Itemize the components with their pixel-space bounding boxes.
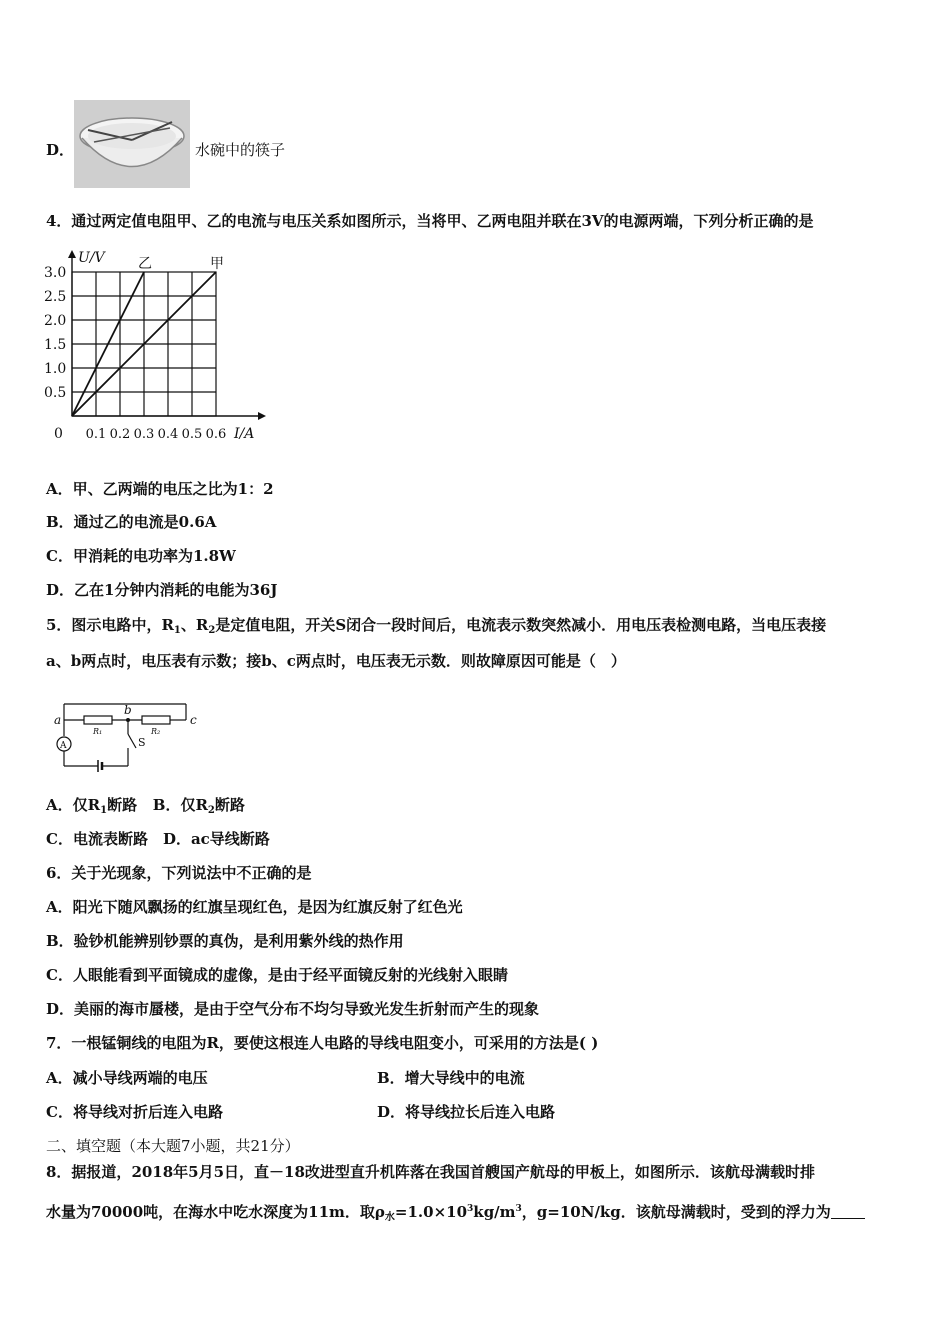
q8-stem-text: ，g=10N/kg．该航母满载时，受到的浮力为 <box>521 1203 831 1221</box>
q5-circuit-diagram <box>50 698 210 776</box>
line-yi-label: 乙 <box>138 256 152 272</box>
q5-option-a-post: 断路 <box>107 796 138 814</box>
y-axis-label: U/V <box>78 250 105 266</box>
y-tick: 2.5 <box>44 289 67 305</box>
subscript: 1 <box>100 805 108 816</box>
q5-stem-line1 <box>46 615 826 641</box>
subscript: 2 <box>207 805 215 816</box>
point-a-label: a <box>54 713 62 727</box>
ammeter-label: A <box>60 741 67 751</box>
q6-stem: 6．关于光现象，下列说法中不正确的是 <box>46 864 312 882</box>
q8-stem-text: =1.0×10 <box>394 1203 468 1221</box>
point-c-label: c <box>190 713 197 727</box>
bowl-chopsticks-photo <box>74 100 190 188</box>
y-tick: 3.0 <box>44 265 67 281</box>
q6-option-a: A．阳光下随风飘扬的红旗呈现红色，是因为红旗反射了红色光 <box>46 898 463 916</box>
x-tick: 0.6 <box>205 427 227 442</box>
q5-stem-line2: a、b两点时，电压表有示数；接b、c两点时，电压表无示数．则故障原因可能是（ ） <box>46 652 626 670</box>
q4-option-c: C．甲消耗的电功率为1.8W <box>46 547 236 565</box>
y-tick: 1.5 <box>44 337 67 353</box>
x-tick: 0.4 <box>157 427 179 442</box>
r2-resistor <box>142 716 170 724</box>
switch-label: S <box>138 736 146 749</box>
q7-option-d: D．将导线拉长后连入电路 <box>377 1103 556 1121</box>
x-tick: 0.2 <box>109 427 131 442</box>
subscript: 2 <box>208 625 216 636</box>
x-tick: 0.3 <box>133 427 155 442</box>
r1-resistor <box>84 716 112 724</box>
q5-stem-text: 、R <box>180 616 209 634</box>
origin-label: 0 <box>54 426 63 442</box>
q5-stem-text: 5．图示电路中，R <box>46 616 174 634</box>
q8-stem-line2 <box>46 1199 865 1228</box>
q5-option-a: A．仅R <box>46 796 101 814</box>
x-axis-arrow <box>258 412 266 420</box>
r1-label: R₁ <box>93 727 103 736</box>
x-tick: 0.1 <box>85 427 107 442</box>
point-b-label: b <box>124 703 132 717</box>
superscript: 3 <box>467 1204 474 1214</box>
q5-option-b-post: 断路 <box>214 796 245 814</box>
answer-blank[interactable] <box>831 1204 865 1219</box>
y-tick: 2.0 <box>44 313 67 329</box>
q4-option-a: A．甲、乙两端的电压之比为1：2 <box>46 480 274 498</box>
line-jia-label: 甲 <box>210 256 224 272</box>
q8-stem-line1: 8．据报道，2018年5月5日，直－18改进型直升机阵落在我国首艘国产航母的甲板上，如图所示．该航母满载时排 <box>46 1163 815 1181</box>
y-tick: 1.0 <box>44 361 67 377</box>
subscript: 1 <box>173 625 181 636</box>
q3-option-d-text: 水碗中的筷子 <box>195 141 286 159</box>
q6-option-d: D．美丽的海市蜃楼，是由于空气分布不均匀导致光发生折射而产生的现象 <box>46 1000 540 1018</box>
q7-option-a: A．减小导线两端的电压 <box>46 1069 208 1087</box>
x-axis-label: I/A <box>234 426 255 442</box>
q7-option-c: C．将导线对折后连入电路 <box>46 1103 223 1121</box>
q3-option-d-label: D． <box>46 141 75 159</box>
q4-option-d: D．乙在1分钟内消耗的电能为36J <box>46 581 278 599</box>
y-axis-arrow <box>68 250 76 258</box>
q7-option-b: B．增大导线中的电流 <box>377 1069 525 1087</box>
r2-label: R₂ <box>151 727 161 736</box>
q5-stem-text: 是定值电阻，开关S闭合一段时间后，电流表示数突然减小．用电压表检测电路，当电压表接 <box>215 616 827 634</box>
q5-option-b: B．仅R <box>152 796 208 814</box>
q3-option-d <box>46 140 74 160</box>
q7-stem: 7．一根锰铜线的电阻为R，要使这根连人电路的导线电阻变小，可采用的方法是( ) <box>46 1034 599 1052</box>
q8-stem-text: 水量为70000吨，在海水中吃水深度为11m．取ρ <box>46 1203 385 1221</box>
q6-option-b: B．验钞机能辨别钞票的真伪，是利用紫外线的热作用 <box>46 932 404 950</box>
y-tick: 0.5 <box>44 385 67 401</box>
q5-options-ab <box>46 795 245 821</box>
subscript: 水 <box>384 1212 395 1223</box>
junction-b <box>126 718 130 722</box>
q6-option-c: C．人眼能看到平面镜成的虚像，是由于经平面镜反射的光线射入眼睛 <box>46 966 508 984</box>
section-fill-in-title: 二、填空题（本大题7小题，共21分） <box>46 1137 300 1155</box>
q4-iu-graph <box>40 248 280 448</box>
superscript: 3 <box>515 1204 522 1214</box>
q4-stem: 4．通过两定值电阻甲、乙的电流与电压关系如图所示，当将甲、乙两电阻并联在3V的电源两端，下列分析正确的是 <box>46 212 814 230</box>
q4-option-b: B．通过乙的电流是0.6A <box>46 513 217 531</box>
q8-stem-text: kg/m <box>473 1203 516 1221</box>
x-tick: 0.5 <box>181 427 203 442</box>
q5-options-cd: C．电流表断路 D．ac导线断路 <box>46 830 270 848</box>
switch <box>128 734 136 748</box>
